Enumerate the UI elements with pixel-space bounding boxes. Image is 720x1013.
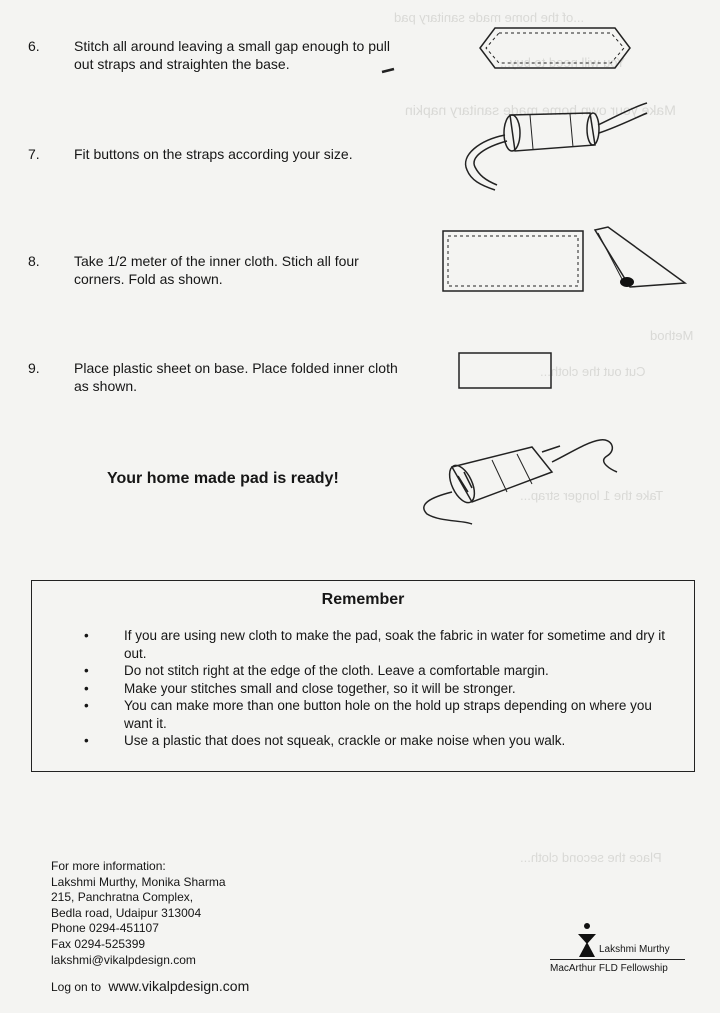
bleed-through-text: You will need to buy... — [500, 55, 626, 70]
remember-item — [84, 680, 684, 698]
remember-box — [31, 580, 695, 772]
step-number: 9. — [28, 360, 40, 376]
bullet: • — [84, 733, 89, 748]
remember-item-text: Use a plastic that does not squeak, crackle or make noise when you walk. — [124, 733, 566, 748]
bullet: • — [84, 698, 89, 713]
remember-item-text: You can make more than one button hole on the hold up straps depending on where you want it. — [124, 698, 652, 731]
step-text: Place plastic sheet on base. Place folded inner cloth as shown. — [74, 360, 398, 394]
step-number: 7. — [28, 146, 40, 162]
bullet: • — [84, 680, 89, 696]
remember-item-text: Make your stitches small and close together, so it will be stronger. — [124, 680, 516, 696]
plastic-sheet-illustration — [455, 350, 555, 392]
stitched-base-illustration — [380, 22, 640, 82]
bleed-through-text: ...of the home made sanitary pad — [394, 10, 585, 25]
finished-pad-illustration — [412, 432, 622, 527]
remember-list — [84, 627, 684, 750]
remember-item — [84, 697, 684, 732]
bleed-through-text: Make your own home made sanitary napkin — [405, 102, 676, 118]
bleed-through-text: Place the second cloth... — [520, 850, 662, 865]
inner-cloth-illustration — [440, 225, 690, 295]
logon-prefix: Log on to — [51, 980, 102, 994]
contact-fax: Fax 0294-525399 — [51, 936, 146, 951]
step-text: Fit buttons on the straps according your size. — [74, 146, 353, 162]
pad-with-straps-illustration — [455, 95, 650, 195]
contact-names: Lakshmi Murthy, Monika Sharma — [51, 874, 226, 889]
bleed-through-text: Take the 1 longer strap... — [520, 488, 664, 503]
remember-item-text: If you are using new cloth to make the pad, soak the fabric in water for sometime and dry it out. — [124, 628, 666, 661]
remember-item-text: Do not stitch right at the edge of the cloth. Leave a comfortable margin. — [124, 663, 549, 678]
contact-email[interactable]: lakshmi@vikalpdesign.com — [51, 952, 196, 967]
fellowship-title: MacArthur FLD Fellowship — [550, 963, 668, 974]
contact-address-line: 215, Panchratna Complex, — [51, 890, 194, 905]
step-text: Stitch all around leaving a small gap enough to pull out straps and straighten the base. — [74, 38, 390, 72]
step-number: 8. — [28, 253, 40, 269]
remember-item — [84, 732, 684, 750]
contact-phone: Phone 0294-451107 — [51, 921, 159, 936]
remember-item — [84, 662, 684, 680]
remember-title: Remember — [321, 591, 405, 608]
remember-item — [84, 627, 684, 662]
fellow-name: Lakshmi Murthy — [599, 944, 670, 955]
logon-line — [51, 978, 249, 994]
step-number: 6. — [28, 38, 40, 54]
step-text: Take 1/2 meter of the inner cloth. Stich all four corners. Fold as shown. — [74, 253, 359, 287]
divider — [550, 959, 685, 960]
bleed-through-text: Cut out the cloth... — [540, 364, 646, 379]
contact-info — [51, 859, 226, 968]
bullet: • — [84, 663, 89, 678]
bleed-through-text: Method — [650, 328, 694, 343]
contact-heading: For more information: — [51, 859, 166, 873]
website-link[interactable]: www.vikalpdesign.com — [108, 978, 250, 994]
ready-heading: Your home made pad is ready! — [107, 470, 339, 487]
figure-logo-icon — [576, 922, 598, 958]
contact-address-line: Bedla road, Udaipur 313004 — [51, 905, 202, 920]
bullet: • — [84, 628, 89, 643]
